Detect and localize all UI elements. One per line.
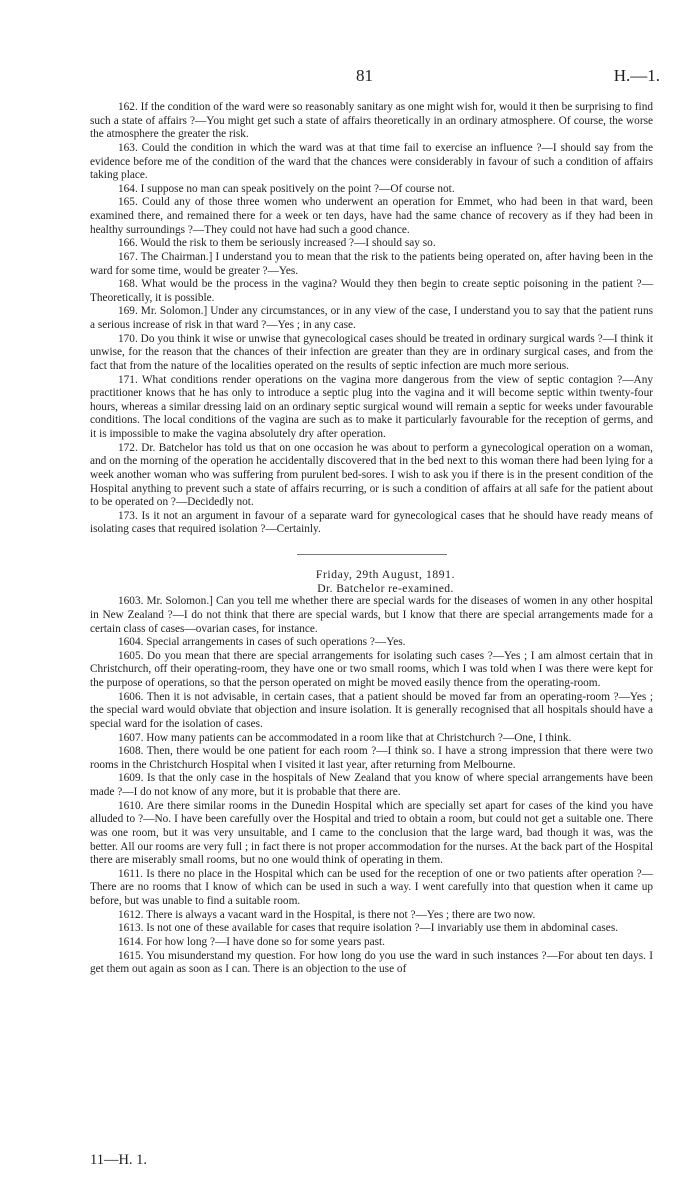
question-paragraph: 164. I suppose no man can speak positively on the point ?—Of course not. (118, 182, 455, 195)
question-paragraph: 167. The Chairman.] I understand you to mean that the risk to the patients being operated on, after having been in the ward for some time, would be greater ?—Yes. (90, 250, 653, 277)
question-paragraph: 1604. Special arrangements in cases of such operations ?—Yes. (118, 636, 406, 649)
question-paragraph: 1611. Is there no place in the Hospital which can be used for the reception of one or two patients after operation ?—There are no rooms that I know of which can be used in such a way. I went carefully into that question when it came up before, but was unable to find a suitable room. (90, 867, 653, 907)
question-paragraph: 163. Could the condition in which the ward was at that time fail to exercise an influence ?—I should say from the evidence before me of the condition of the ward that the chances were considerably in favour of such a condition of affairs taking place. (90, 141, 653, 182)
question-paragraph: 1608. Then, there would be one patient for each room ?—I think so. I have a strong impression that there were two rooms in the Christchurch Hospital when I visited it last year, after returning from Melbourne. (90, 745, 653, 771)
questions-section-b (90, 595, 653, 977)
question-paragraph: 1615. You misunderstand my question. For how long do you use the ward in such instances ?—For about ten days. I get them out again as soon as I can. There is an objection to the use of (90, 949, 653, 976)
question-paragraph: 172. Dr. Batchelor has told us that on one occasion he was about to perform a gynecological operation on a woman, and on the morning of the operation he accidentally discovered that in the bed next to this woman there had been lying for a week another woman who was suffering from purulent bed-sores. I wish to ask you if there is in the present condition of the Hospital anything to prevent such a state of affairs recurring, or is such a condition of affairs at all safe for the patient about to be operated on ?—Decidedly not. (90, 441, 653, 509)
question-paragraph: 1613. Is not one of these available for cases that require isolation ?—I invariably use them in abdominal cases. (118, 922, 619, 935)
question-paragraph: 1614. For how long ?—I have done so for some years past. (118, 935, 385, 948)
witness-heading: Dr. Batchelor re-examined. (317, 581, 454, 595)
document-code: H.—1. (613, 66, 660, 85)
page-header (0, 66, 700, 88)
question-paragraph: 162. If the condition of the ward were so reasonably sanitary as one might wish for, would it then be surprising to find such a state of affairs ?—You might get such a state of affairs theoretically in an ordinary atmosphere. Of course, the worse the atmosphere the greater the risk. (90, 101, 653, 141)
session-date: Friday, 29th August, 1891. (315, 568, 456, 581)
question-paragraph: 170. Do you think it wise or unwise that gynecological cases should be treated in ordinary surgical wards ?—I think it unwise, for the reason that the chances of their infection are greater than they are in ordinary surgical cases, and from the fact that from the nature of the localities operated on the results of septic infection are much more serious. (90, 332, 653, 372)
question-paragraph: 171. What conditions render operations on the vagina more dangerous from the view of septic contagion ?—Any practitioner knows that he has only to introduce a septic plug into the vagina and it will become septic within twenty-four hours, whereas a similar dressing laid on an ordinary septic surgical wound will remain a septic for weeks under favourable conditions. The local conditions of the vagina are such as to make it particularly favourable for the reception of germs, and it is impossible to make the vagina absolutely dry after operation. (90, 373, 653, 440)
question-paragraph: 173. Is it not an argument in favour of a separate ward for gynecological cases that he should have ready means of isolating cases that required isolation ?—Certainly. (90, 509, 653, 536)
question-paragraph: 1605. Do you mean that there are special arrangements for isolating such cases ?—Yes ; I am almost certain that in Christchurch, off their operating-room, they have one or two small rooms, which I was told when I was there were kept for the purpose of operations, so that the person operated on might be moved easily thence from the operating-room. (90, 649, 653, 689)
question-paragraph: 168. What would be the process in the vagina? Would they then begin to create septic poisoning in the patient ?—Theoretically, it is possible. (90, 278, 653, 304)
question-paragraph: 166. Would the risk to them be seriously increased ?—I should say so. (118, 237, 436, 250)
section-divider (297, 554, 447, 555)
page-number: 81 (356, 66, 373, 85)
questions-section-a (90, 101, 653, 537)
question-paragraph: 1610. Are there similar rooms in the Dunedin Hospital which are specially set apart for cases of the kind you have alluded to ?—No. I have been carefully over the Hospital and tried to obtain a room, but could not get a suitable one. There was one room, but it was very unsuitable, and I came to the conclusion that the large ward, bad though it was, was the better. All our rooms are very full ; in fact there is not proper accommodation for the nurses. At the back part of the Hospital there are miserably small rooms, but no one would think of operating in them. (90, 799, 653, 867)
question-paragraph: 1603. Mr. Solomon.] Can you tell me whether there are special wards for the diseases of women in any other hospital in New Zealand ?—I do not think that there are special wards, but I know that there are special arrangements made for a certain class of cases—ovarian cases, for instance. (90, 595, 653, 635)
page-signature: 11—H. 1. (90, 1152, 148, 1168)
question-paragraph: 1606. Then it is not advisable, in certain cases, that a patient should be moved far from an operating-room ?—Yes ; the special ward would obviate that objection and insure isolation. It is generally recognised that all hospitals should have a special ward for the isolation of cases. (90, 690, 653, 730)
question-paragraph: 165. Could any of those three women who underwent an operation for Emmet, who had been in that ward, been examined there, and remained there for a week or ten days, have had the same chance of recovery as if they had been in healthy surroundings ?—They could not have had such a good chance. (90, 196, 653, 236)
question-paragraph: 1609. Is that the only case in the hospitals of New Zealand that you know of where special arrangements have been made ?—I do not know of any more, but it is probable that there are. (90, 772, 653, 798)
question-paragraph: 1607. How many patients can be accommodated in a room like that at Christchurch ?—One, I think. (118, 731, 572, 744)
question-paragraph: 1612. There is always a vacant ward in the Hospital, is there not ?—Yes ; there are two now. (118, 908, 536, 921)
document-body (90, 101, 653, 977)
question-paragraph: 169. Mr. Solomon.] Under any circumstances, or in any view of the case, I understand you to say that the patient runs a serious increase of risk in that ward ?—Yes ; in any case. (90, 305, 653, 331)
